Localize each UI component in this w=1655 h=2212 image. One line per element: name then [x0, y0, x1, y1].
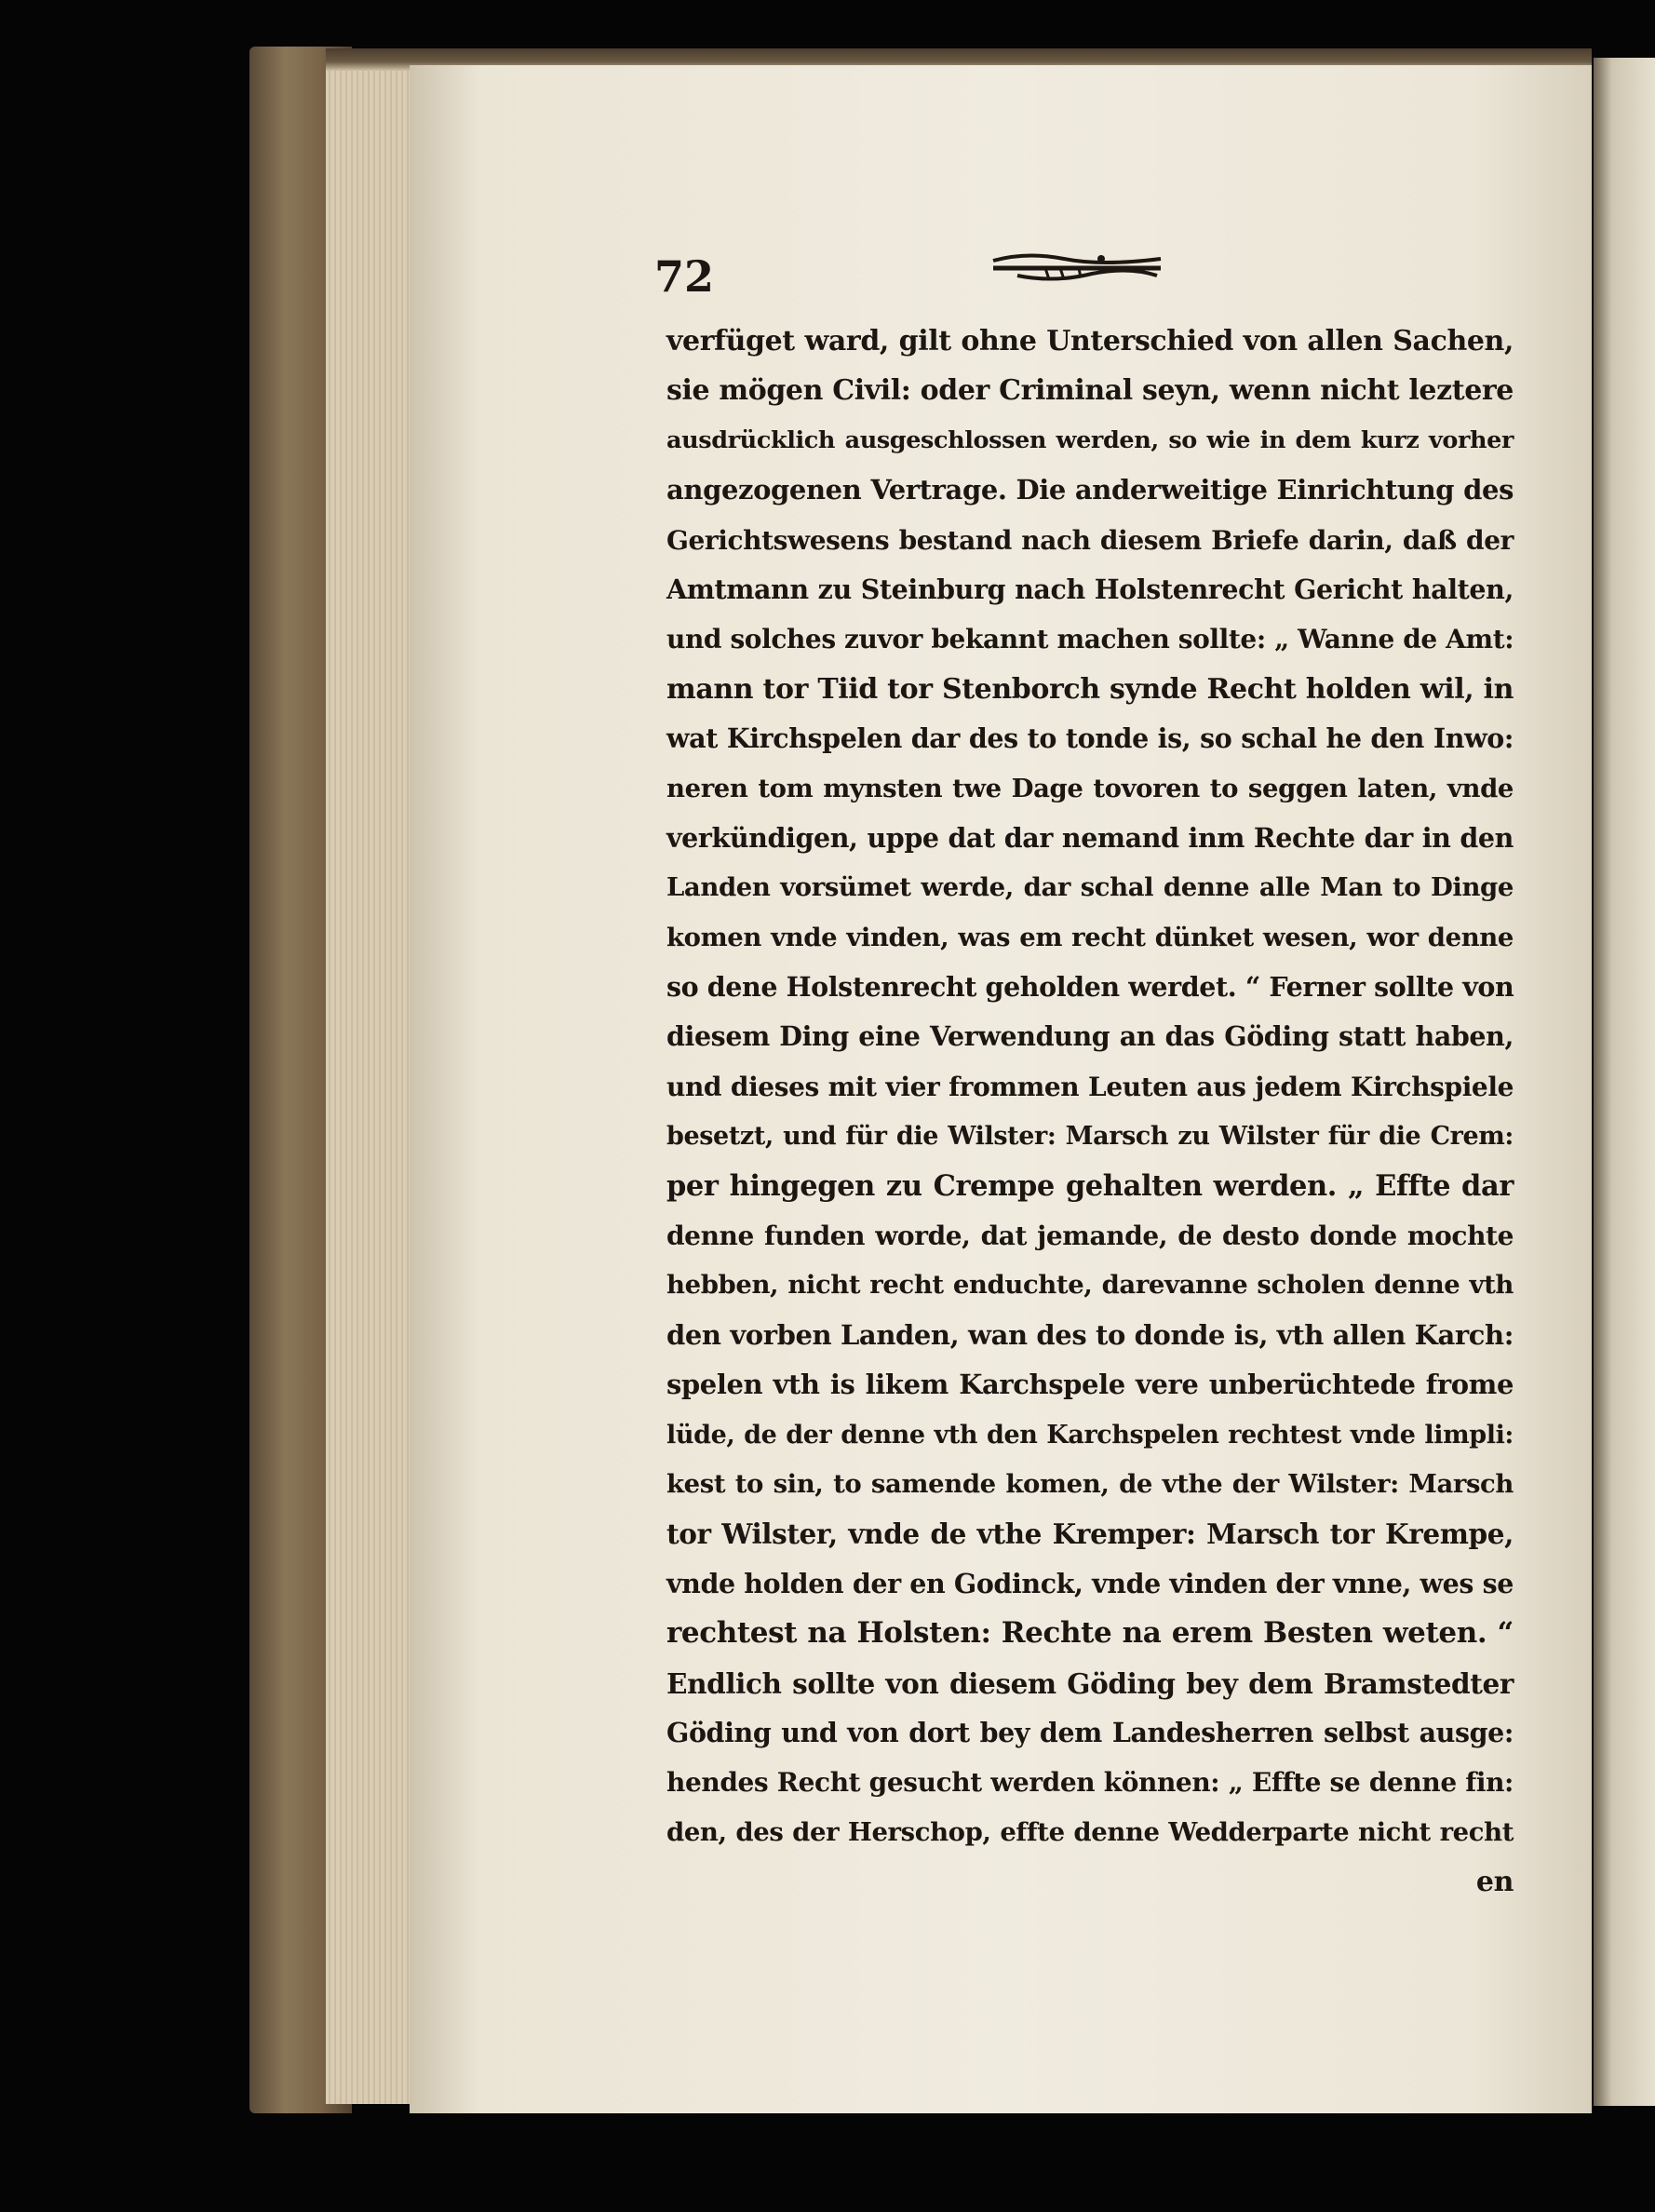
- catchword: en: [1475, 1866, 1514, 1899]
- text-line: so dene Holstenrecht geholden werdet. “ Ferner sollte von: [666, 971, 1514, 1004]
- text-line: Amtmann zu Steinburg nach Holstenrecht Gericht halten,: [666, 573, 1514, 605]
- text-line: per hingegen zu Crempe gehalten werden. „ Effte dar: [666, 1168, 1514, 1203]
- text-line: verkündigen, uppe dat dar nemand inm Rechte dar in den: [666, 821, 1514, 854]
- text-line: den, des der Herschop, effte denne Wedderparte nicht recht: [666, 1816, 1514, 1847]
- text-line: komen vnde vinden, was em recht dünket wesen, wor denne: [666, 922, 1514, 952]
- text-line: mann tor Tiid tor Stenborch synde Recht holden wil, in: [666, 672, 1514, 706]
- text-line: rechtest na Holsten: Rechte na erem Besten weten. “: [666, 1616, 1514, 1651]
- text-line: verfüget ward, gilt ohne Unterschied von allen Sachen,: [666, 325, 1514, 357]
- text-line: angezogenen Vertrage. Die anderweitige Einrichtung des: [666, 474, 1514, 506]
- text-line: hendes Recht gesucht werden können: „ Effte se denne fin:: [666, 1767, 1514, 1799]
- text-line: und solches zuvor bekannt machen sollte: „ Wanne de Amt:: [666, 624, 1514, 655]
- text-line: vnde holden der en Godinck, vnde vinden der vnne, wes se: [666, 1567, 1514, 1599]
- text-line: Endlich sollte von diesem Göding bey dem Bramstedter: [666, 1666, 1514, 1700]
- text-line: kest to sin, to samende komen, de vthe der Wilster: Marsch: [666, 1468, 1514, 1499]
- text-line: diesem Ding eine Verwendung an das Göding statt haben,: [666, 1020, 1514, 1053]
- text-line: Gerichtswesens bestand nach diesem Briefe darin, daß der: [666, 524, 1514, 556]
- text-line: spelen vth is likem Karchspele vere unberüchtede frome: [666, 1369, 1514, 1401]
- text-line: sie mögen Civil: oder Criminal seyn, wenn nicht leztere: [666, 374, 1514, 408]
- text-line: hebben, nicht recht enduchte, darevanne scholen denne vth: [666, 1270, 1514, 1301]
- text-line: wat Kirchspelen dar des to tonde is, so schal he den Inwo:: [666, 722, 1514, 755]
- text-line: besetzt, und für die Wilster: Marsch zu Wilster für die Crem:: [666, 1122, 1514, 1152]
- page-number: 72: [654, 251, 715, 302]
- text-line: neren tom mynsten twe Dage tovoren to seggen laten, vnde: [666, 773, 1514, 803]
- text-line: tor Wilster, vnde de vthe Kremper: Marsch tor Krempe,: [666, 1517, 1514, 1551]
- text-line: lüde, de der denne vth den Karchspelen rechtest vnde limpli:: [666, 1420, 1514, 1450]
- text-line: Göding und von dort bey dem Landesherren selbst ausge:: [666, 1716, 1514, 1748]
- text-line: denne funden worde, dat jemande, de desto donde mochte: [666, 1221, 1514, 1252]
- text-line: ausdrücklich ausgeschlossen werden, so wie in dem kurz vorher: [666, 425, 1514, 454]
- body-text: [666, 317, 1514, 1908]
- text-line: den vorben Landen, wan des to donde is, vth allen Karch:: [666, 1318, 1514, 1351]
- next-page-edge: [1594, 58, 1655, 2106]
- headpiece-ornament: [989, 248, 1164, 285]
- text-line: und dieses mit vier frommen Leuten aus jedem Kirchspiele: [666, 1071, 1514, 1102]
- text-line: Landen vorsümet werde, dar schal denne alle Man to Dinge: [666, 872, 1514, 903]
